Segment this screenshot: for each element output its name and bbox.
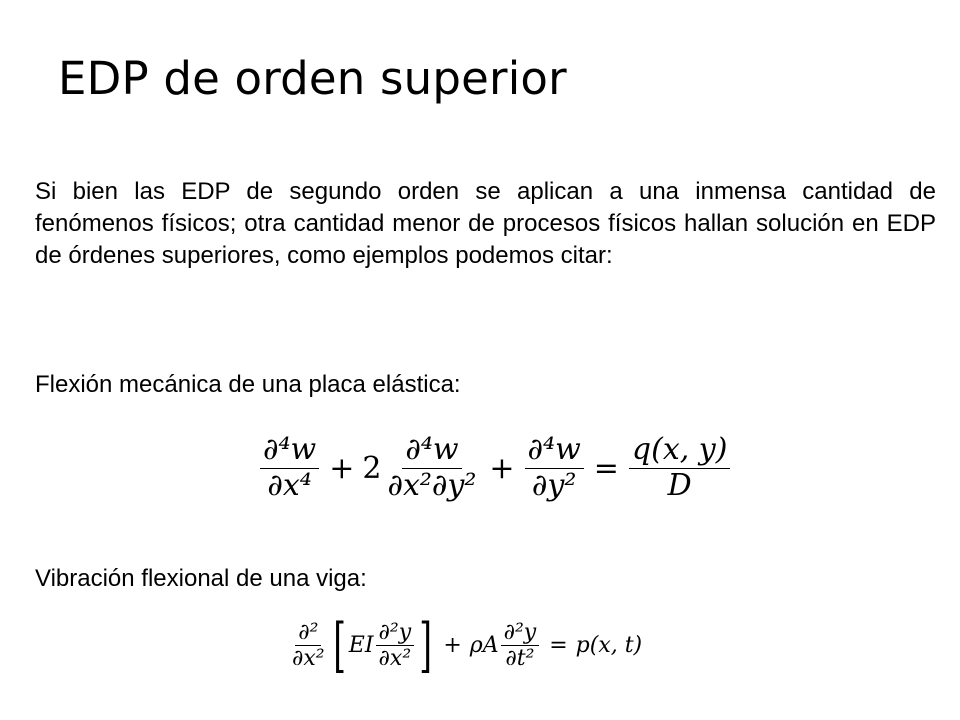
equals-sign: = [593, 450, 619, 486]
example-2-label: Vibración flexional de una viga: [35, 565, 367, 592]
term-d4w-dx4 [260, 433, 319, 503]
left-bracket: [ [332, 611, 346, 680]
plate-bending-equation [258, 433, 732, 503]
term-numerator: ∂²y [501, 620, 540, 646]
term-denominator: ∂y² [531, 467, 577, 503]
term-denominator: ∂x⁴ [267, 467, 312, 503]
coefficient: 2 [362, 450, 382, 486]
rhs-numerator: q(x, y) [629, 433, 731, 469]
equals-sign: = [549, 633, 568, 659]
term-d2-dx2 [289, 620, 328, 672]
term-denominator: ∂t² [505, 646, 535, 672]
term-d2y-dt2 [501, 620, 540, 672]
term-denominator: ∂x²∂y² [387, 467, 477, 503]
right-bracket: ] [419, 611, 433, 680]
term-numerator: ∂⁴w [402, 433, 461, 469]
plus-sign: + [329, 450, 355, 486]
slide-title: EDP de orden superior [58, 52, 567, 105]
example-1-label: Flexión mecánica de una placa elástica: [35, 371, 461, 398]
term-numerator: ∂⁴w [525, 433, 584, 469]
term-d4w-dx2dy2 [384, 433, 479, 503]
term-d4w-dy2 [525, 433, 584, 503]
beam-vibration-equation [287, 611, 643, 680]
intro-paragraph: Si bien las EDP de segundo orden se aplican a una inmensa cantidad de fenómenos físicos; otra cantidad menor de procesos físicos hallan solución en EDP de órdenes superiores, como ejemplos podemos citar: [35, 178, 936, 269]
rhs-fraction [629, 433, 731, 503]
term-numerator: ∂² [295, 620, 321, 646]
term-d2y-dx2 [376, 620, 415, 672]
term-numerator: ∂⁴w [260, 433, 319, 469]
term-denominator: ∂x² [292, 646, 325, 672]
density-area-term: ρA [469, 633, 499, 659]
load-function: p(x, t) [575, 633, 643, 659]
term-numerator: ∂²y [376, 620, 415, 646]
rhs-denominator: D [667, 467, 692, 503]
flexural-rigidity: EI [348, 633, 374, 659]
plus-sign: + [489, 450, 515, 486]
plus-sign: + [443, 633, 462, 659]
term-denominator: ∂x² [378, 646, 412, 672]
